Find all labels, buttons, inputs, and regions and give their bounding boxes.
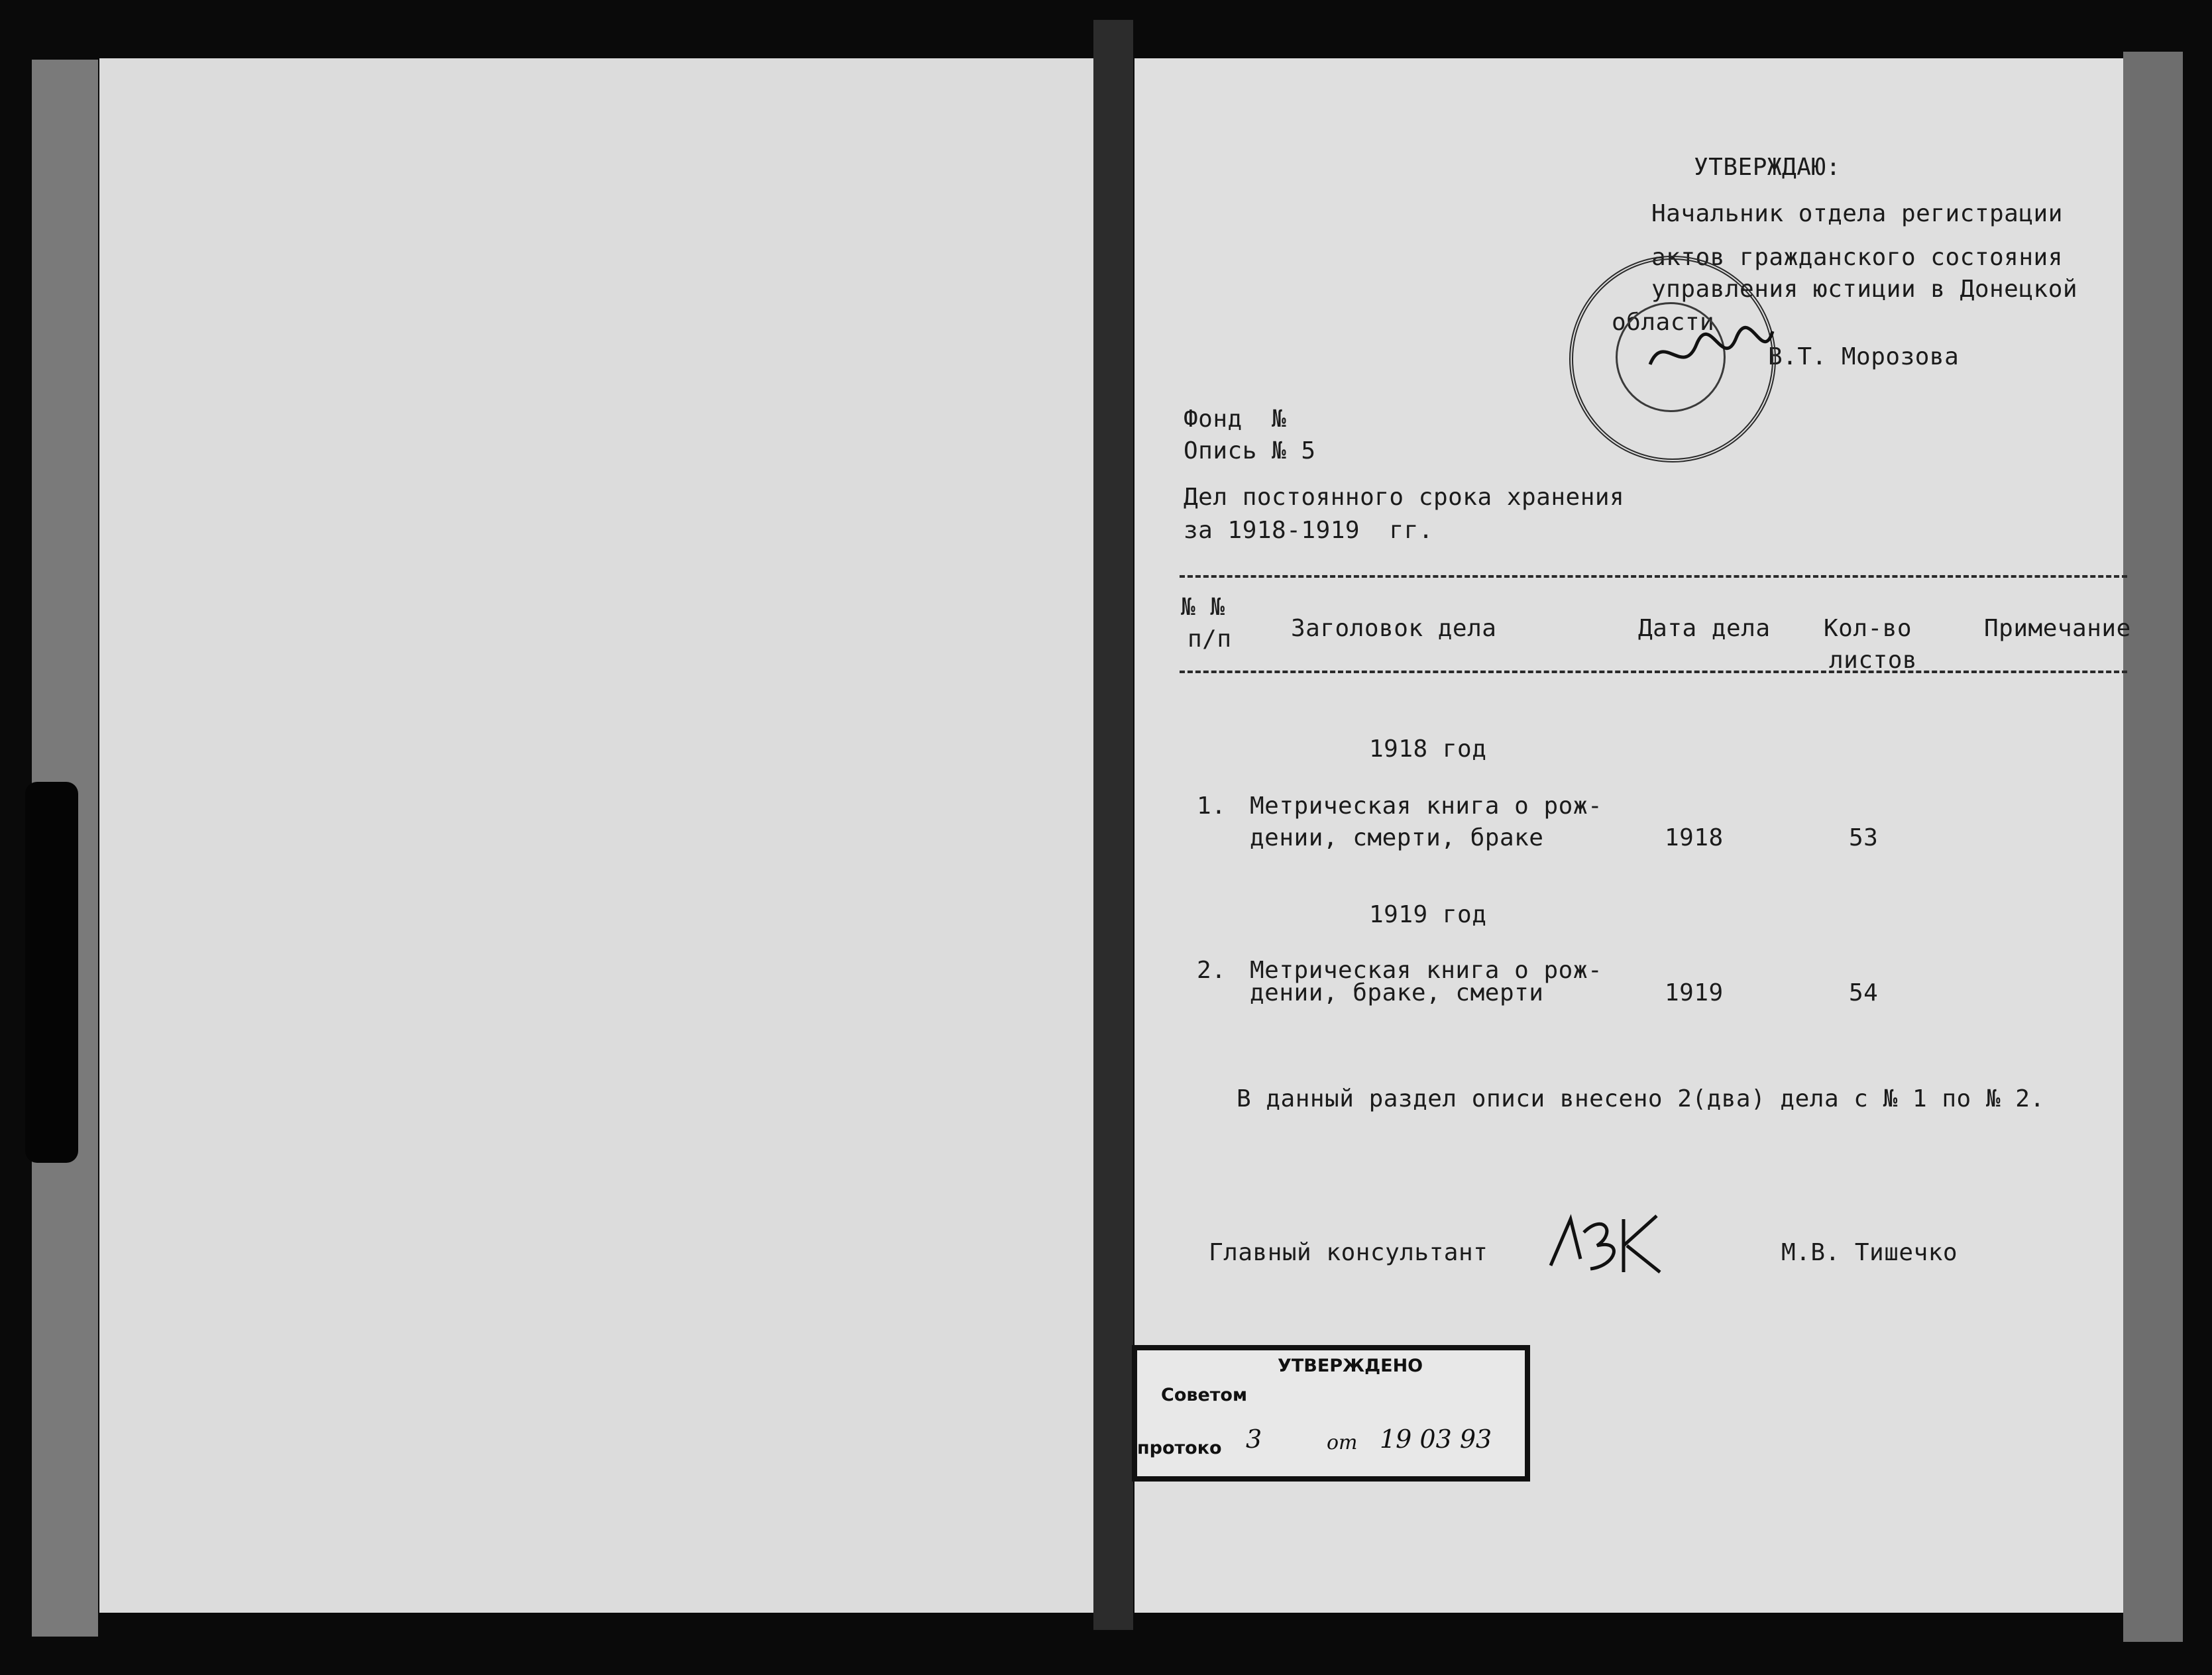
stamp-date: 19 03 93 <box>1380 1425 1492 1454</box>
description-line-1: Дел постоянного срока хранения <box>1184 484 1625 511</box>
col-date-header: Дата дела <box>1638 615 1771 642</box>
row-number: 1. <box>1197 792 1227 820</box>
approval-line-1: Начальник отдела регистрации <box>1651 200 2063 227</box>
table-top-rule <box>1180 575 2127 578</box>
approval-line-3: управления юстиции в Донецкой <box>1651 276 2078 303</box>
row-date: 1919 <box>1665 979 1724 1006</box>
stamp-line-2: протоко <box>1137 1438 1222 1458</box>
footer-position: Главный консультант <box>1209 1239 1488 1266</box>
row-title-line-1: Метрическая книга о рож- <box>1250 957 1603 984</box>
col-title-header: Заголовок дела <box>1291 615 1497 642</box>
col-number-line-1: № № <box>1181 594 1225 621</box>
approval-line-2: актов гражданского состояния <box>1651 244 2063 271</box>
row-date: 1918 <box>1665 824 1724 851</box>
col-count-header-line-2: листов <box>1829 647 1918 674</box>
approval-signature <box>1643 325 1776 384</box>
row-title-line-2: дении, браке, смерти <box>1250 979 1544 1006</box>
stamp-protocol-number: 3 <box>1246 1425 1262 1454</box>
right-page-edge <box>2123 52 2183 1642</box>
col-count-header-line-1: Кол-во <box>1824 615 1912 642</box>
year-heading-1919: 1919 год <box>1369 901 1487 928</box>
stamp-line-1: Советом <box>1161 1385 1248 1405</box>
year-heading-1918: 1918 год <box>1369 735 1487 763</box>
footer-name: М.В. Тишечко <box>1781 1239 1958 1266</box>
footer-signature <box>1544 1206 1670 1285</box>
col-number-line-2: п/п <box>1188 625 1232 653</box>
row-title-line-2: дении, смерти, браке <box>1250 824 1544 851</box>
summary-statement: В данный раздел описи внесено 2(два) дела с № 1 по № 2. <box>1237 1085 2045 1112</box>
fond-label: Фонд № <box>1184 405 1287 433</box>
approval-line-4: области <box>1612 309 1715 336</box>
stamp-title: УТВЕРЖДЕНО <box>1278 1356 1423 1376</box>
table-header-rule <box>1180 671 2127 673</box>
row-title-line-1: Метрическая книга о рож- <box>1250 792 1603 820</box>
row-number: 2. <box>1197 957 1227 984</box>
stamp-date-prefix: от <box>1327 1431 1358 1454</box>
row-count: 54 <box>1849 979 1879 1006</box>
description-line-2: за 1918-1919 гг. <box>1184 517 1433 544</box>
binder-tab <box>25 782 78 1163</box>
opis-label: Опись № 5 <box>1184 437 1316 464</box>
approval-signer: В.Т. Морозова <box>1768 343 1960 370</box>
left-blank-page <box>99 58 1103 1613</box>
row-count: 53 <box>1849 824 1879 851</box>
approval-heading: УТВЕРЖДАЮ: <box>1694 154 1841 181</box>
book-spine <box>1093 20 1133 1630</box>
col-note-header: Примечание <box>1984 615 2131 642</box>
